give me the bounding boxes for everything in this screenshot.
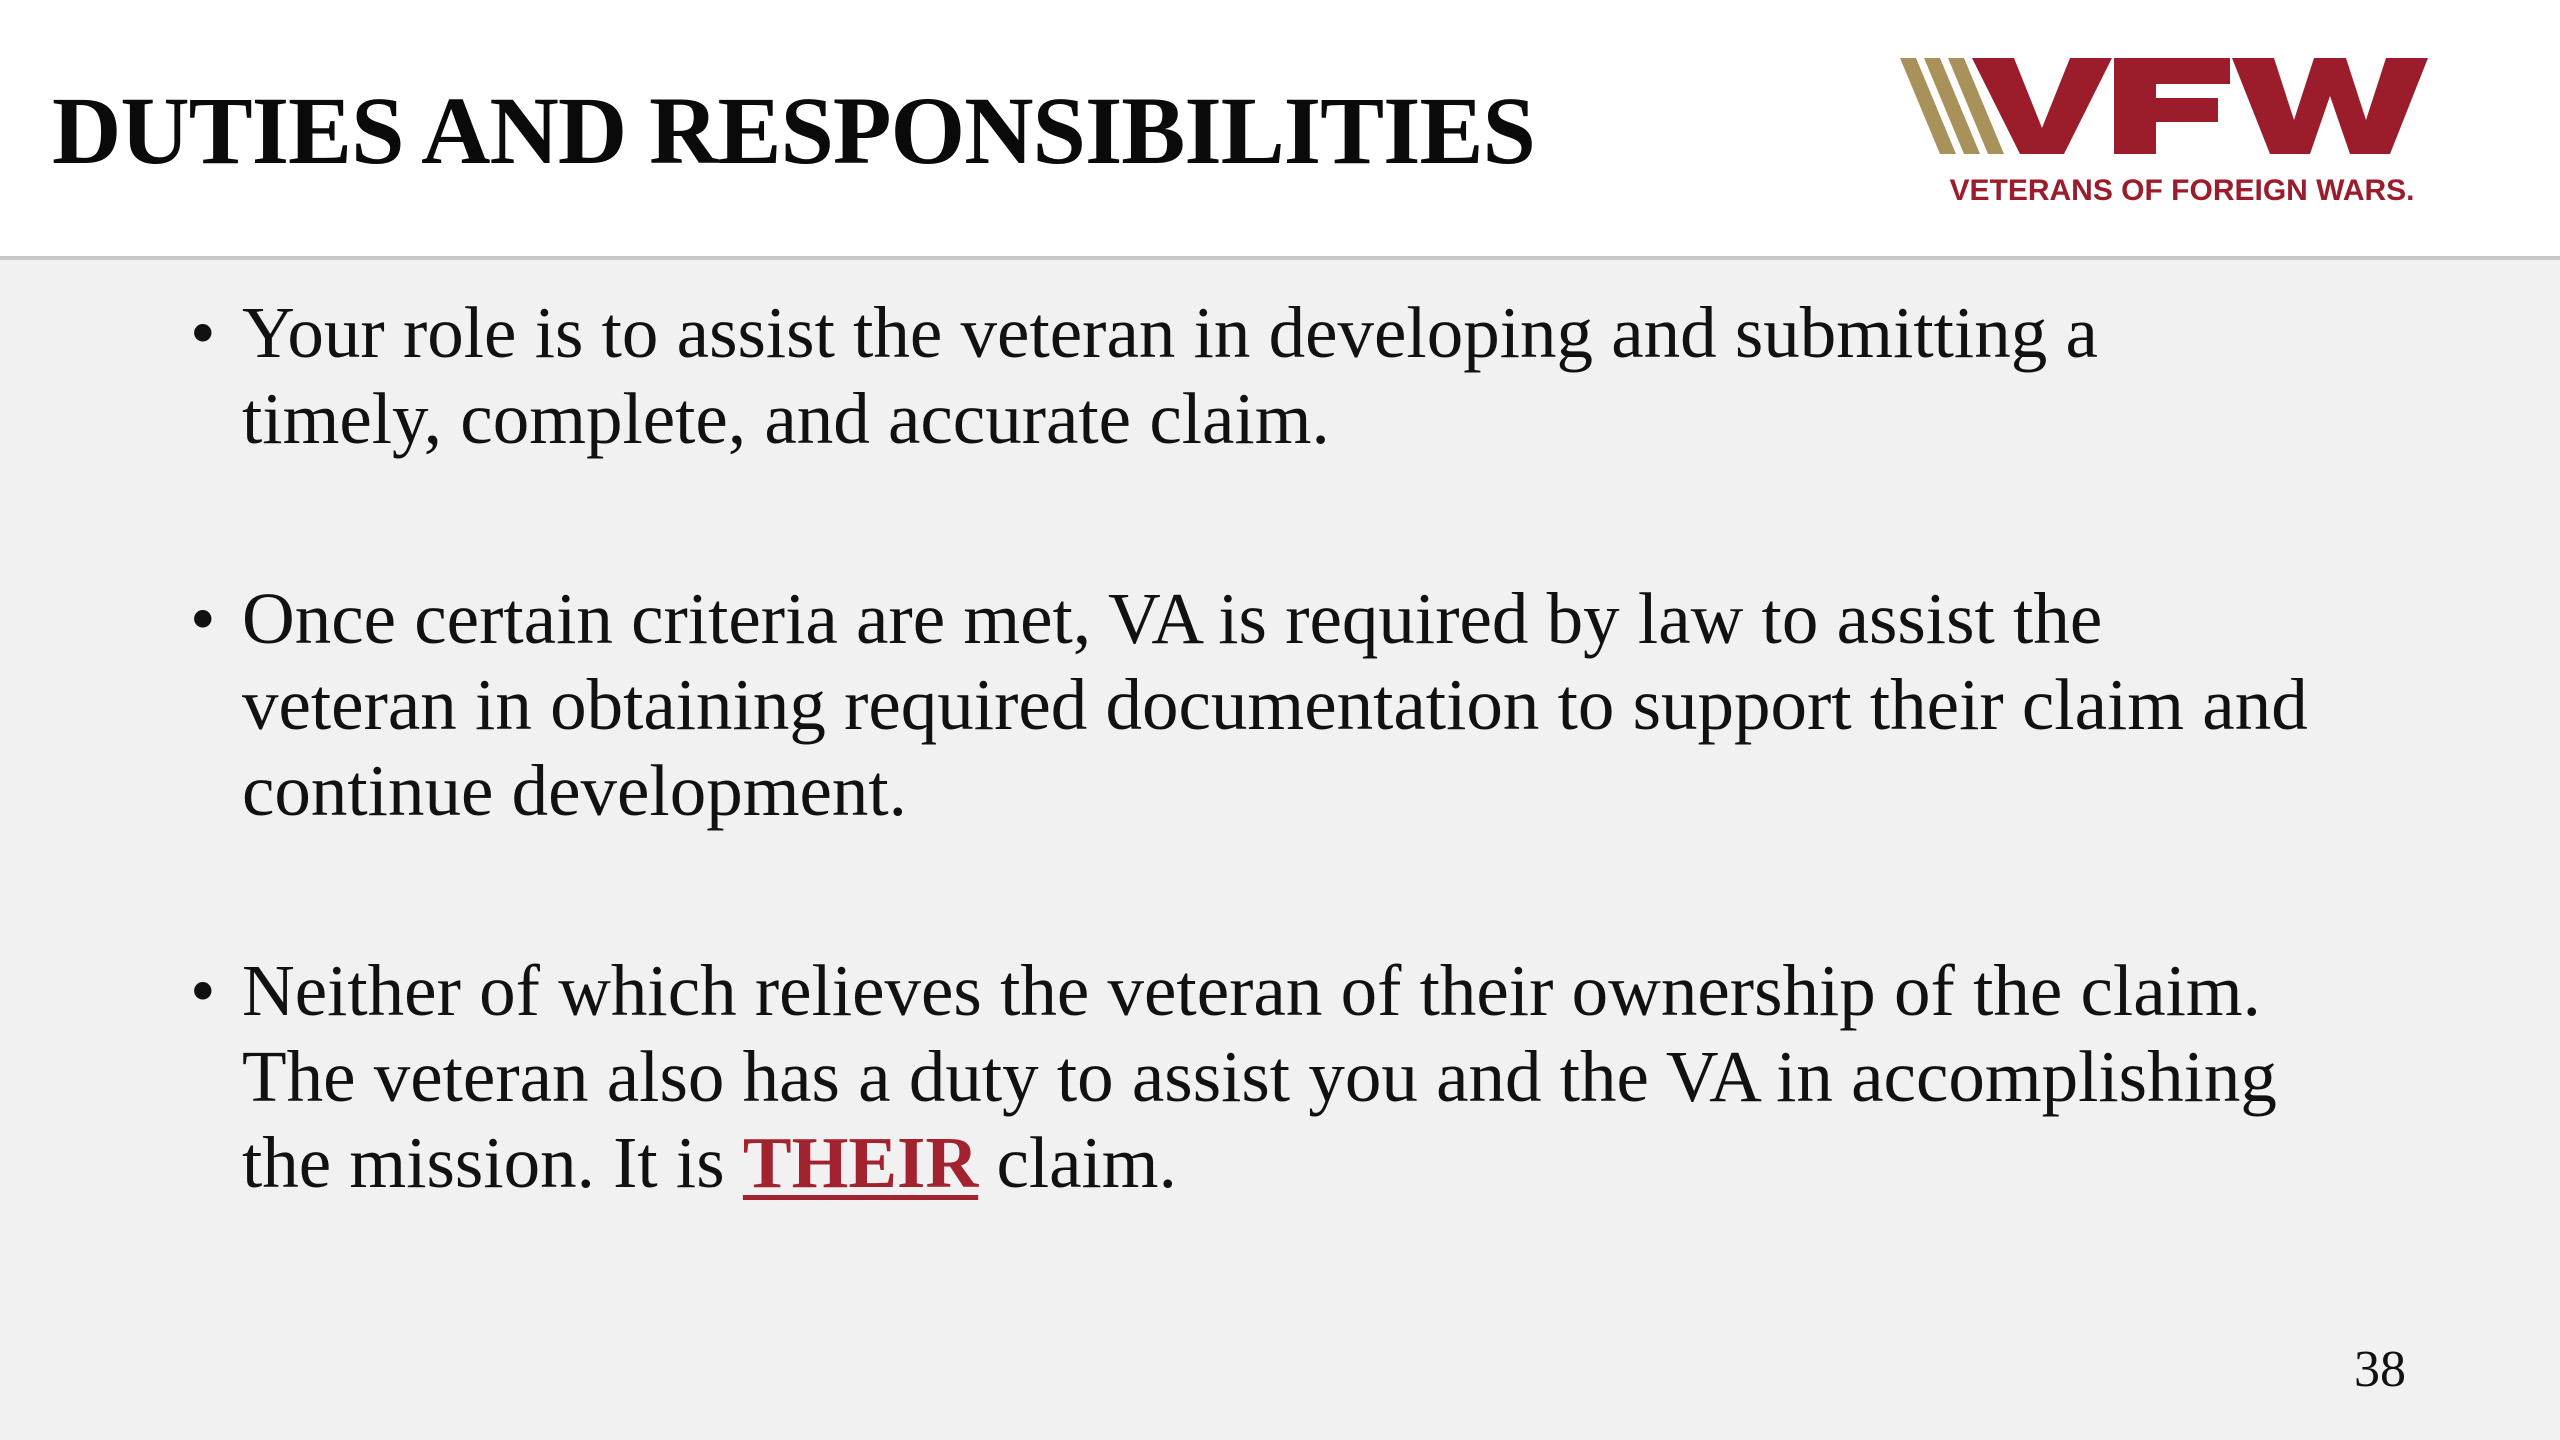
bullet-icon: •: [190, 950, 216, 1031]
bullet-text-end: claim.: [978, 1122, 1177, 1203]
emphasis-their: THEIR: [742, 1122, 979, 1203]
slide-title: DUTIES AND RESPONSIBILITIES: [52, 77, 1535, 184]
slide-header: [0, 0, 2560, 260]
vfw-wordmark: VFW: [1900, 54, 1903, 55]
vfw-logo-mark: [1900, 54, 2460, 214]
vfw-logo: [1900, 54, 2460, 214]
bullet-list: [190, 290, 2310, 1206]
bullet-icon: •: [190, 292, 216, 373]
bullet-text: Once certain criteria are met, VA is required by law to assist the veteran in obtaining required documentation to support their claim and continue development.: [242, 578, 2308, 831]
bullet-item: [190, 290, 2310, 462]
page-number: 38: [2354, 1341, 2406, 1398]
bullet-item: [190, 948, 2310, 1206]
bullet-icon: •: [190, 578, 216, 659]
bullet-text: Your role is to assist the veteran in developing and submitting a timely, complete, and accurate claim.: [242, 292, 2098, 459]
bullet-text: Neither of which relieves the veteran of their ownership of the claim. The veteran also has a duty to assist you and the VA in accomplishing the mission. It is: [242, 950, 2277, 1203]
vfw-tagline: VETERANS OF FOREIGN WARS.: [1949, 174, 2415, 207]
bullet-item: [190, 576, 2310, 834]
